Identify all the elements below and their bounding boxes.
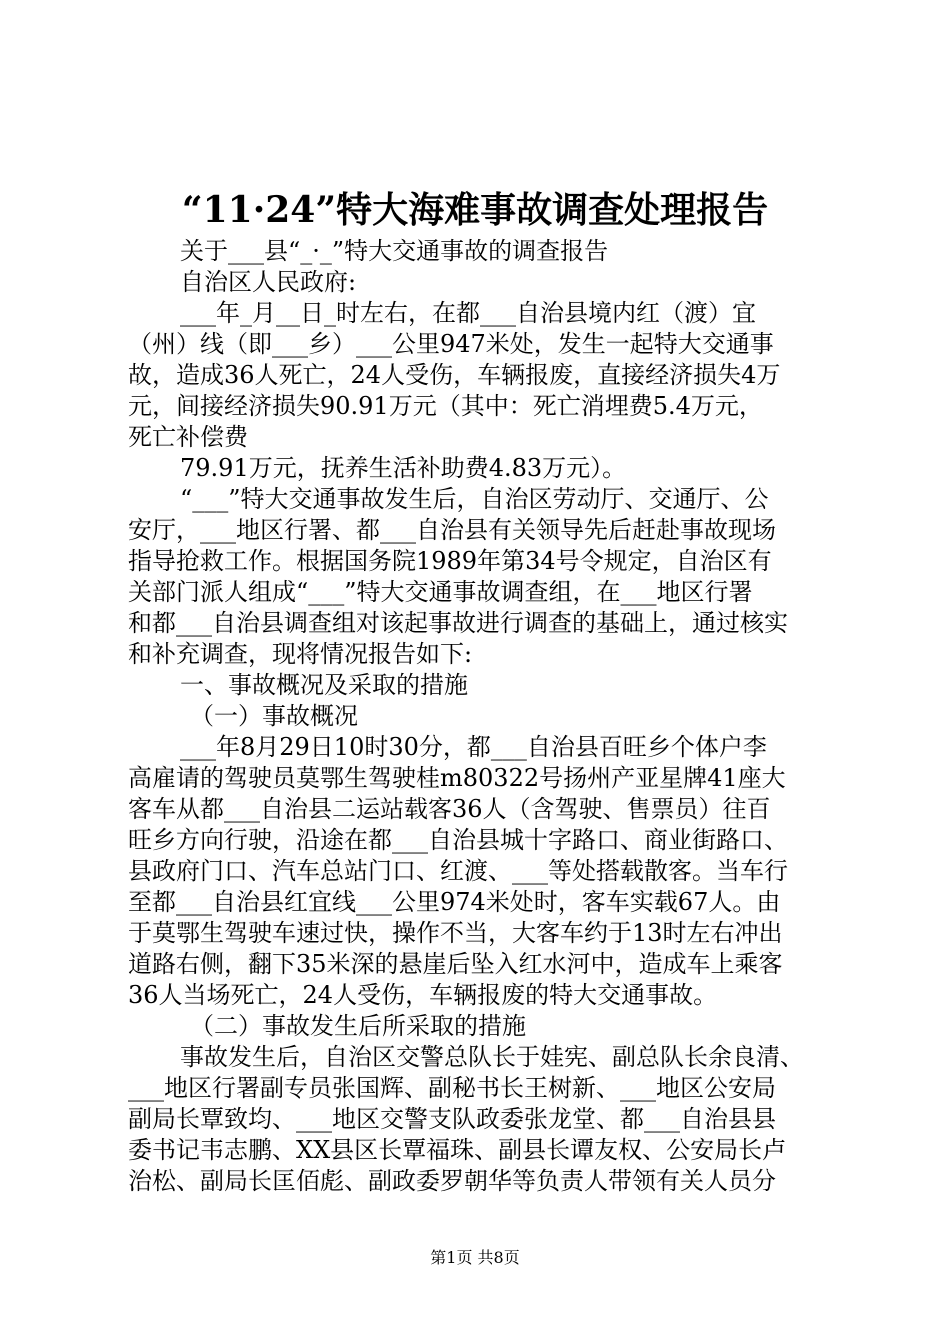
text-line: ___地区行署副专员张国辉、副秘书长王树新、___地区公安局: [128, 1074, 776, 1102]
subsection-heading: （一）事故概况: [190, 702, 358, 730]
text-line: 县政府门口、汽车总站门口、红渡、___等处搭载散客。当车行: [128, 857, 788, 885]
text-line: 委书记韦志鹏、XX县区长覃福珠、副县长谭友权、公安局长卢: [128, 1136, 787, 1164]
text-line: 安厅，___地区行署、都___自治县有关领导先后赶赴事故现场: [128, 516, 776, 544]
text-line: 79.91万元，抚养生活补助费4.83万元）。: [180, 454, 627, 482]
text-line: 治松、副局长匡佰彪、副政委罗朝华等负责人带领有关人员分: [128, 1167, 776, 1195]
document-title: “11·24”特大海难事故调查处理报告: [181, 189, 769, 231]
text-line: 至都___自治县红宜线___公里974米处时，客车实载67人。由: [128, 888, 781, 916]
text-line: 道路右侧，翻下35米深的悬崖后坠入红水河中，造成车上乘客: [128, 950, 783, 978]
text-line: 旺乡方向行驶，沿途在都___自治县城十字路口、商业街路口、: [128, 826, 788, 854]
text-line: 和补充调查，现将情况报告如下:: [128, 640, 473, 668]
text-line: ___年_月__日_时左右，在都___自治县境内红（渡）宜: [180, 299, 756, 327]
subsection-heading: （二）事故发生后所采取的措施: [190, 1012, 526, 1040]
text-line: 高雇请的驾驶员莫鄂生驾驶桂m80322号扬州产亚星牌41座大: [128, 764, 786, 792]
text-line: 和都___自治县调查组对该起事故进行调查的基础上，通过核实: [128, 609, 788, 637]
text-line: 故，造成36人死亡，24人受伤，车辆报废，直接经济损失4万: [128, 361, 781, 389]
page-number-footer: 第1页 共8页: [430, 1248, 520, 1267]
text-line: 元，间接经济损失90.91万元（其中：死亡消埋费5.4万元，: [128, 392, 763, 420]
text-line: 自治区人民政府:: [180, 268, 357, 296]
text-line: 关部门派人组成“___”特大交通事故调查组，在___地区行署: [128, 578, 753, 606]
text-line: “___”特大交通事故发生后，自治区劳动厅、交通厅、公: [180, 485, 769, 513]
section-heading: 一、事故概况及采取的措施: [180, 671, 468, 699]
text-line: 36人当场死亡，24人受伤，车辆报废的特大交通事故。: [128, 981, 718, 1009]
text-line: 指导抢救工作。根据国务院1989年第34号令规定，自治区有: [128, 547, 772, 575]
text-line: 事故发生后，自治区交警总队长于娃宪、副总队长余良清、: [180, 1043, 804, 1071]
text-line: ___年8月29日10时30分，都___自治县百旺乡个体户李: [180, 733, 767, 761]
document-body: [128, 236, 828, 1197]
text-line: 副局长覃致均、___地区交警支队政委张龙堂、都___自治县县: [128, 1105, 776, 1133]
text-line: 关于___县“_·_”特大交通事故的调查报告: [180, 237, 609, 265]
text-line: （州）线（即___乡）___公里947米处，发生一起特大交通事: [128, 330, 774, 358]
text-line: 死亡补偿费: [128, 423, 248, 451]
text-line: 客车从都___自治县二运站载客36人（含驾驶、售票员）往百: [128, 795, 771, 823]
text-line: 于莫鄂生驾驶车速过快，操作不当，大客车约于13时左右冲出: [128, 919, 783, 947]
